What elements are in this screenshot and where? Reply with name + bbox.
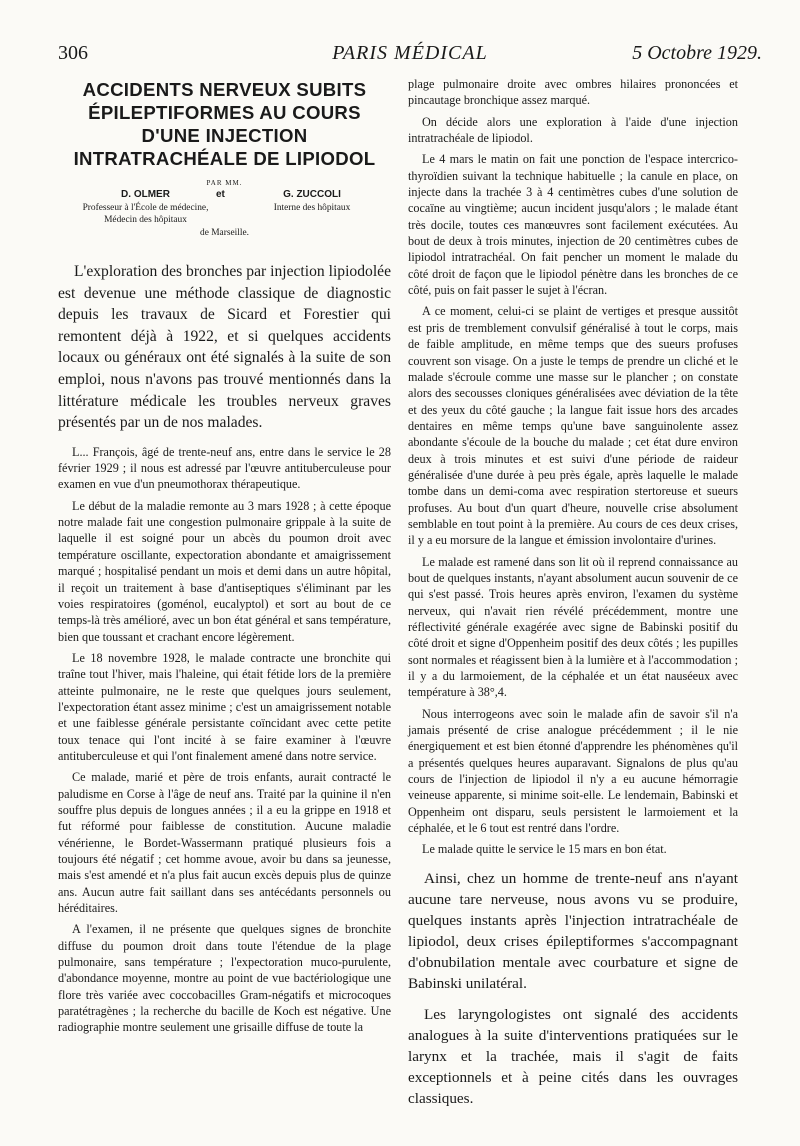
page-number: 306 (58, 42, 88, 64)
case-paragraph: Le 18 novembre 1928, le malade contracte une bronchite qui traîne tout l'hiver, mais l'haleine, qui était fétide lors de la première atteinte pulmonaire, ne le reste que quelques jours seulement, l'expectoration étant assez minime ; c'est un amaigrissement notable et une faiblesse générale persistante coïncidant avec cette petite toux tenace qui l'ont incité à se faire examiner à l'œuvre antituberculeuse et qui l'ont finalement amené dans notre service. (58, 650, 391, 763)
authors-city: de Marseille. (200, 228, 249, 238)
case-paragraph: L... François, âgé de trente-neuf ans, entre dans le service le 28 février 1929 ; il nous est adressé par l'œuvre antituberculeuse pour examen en vue d'un pneumothorax thérapeutique. (58, 444, 391, 492)
case-paragraph: On décide alors une exploration à l'aide d'une injection intratrachéale de lipiodol. (408, 114, 738, 146)
author-olmer (58, 189, 233, 227)
author-name: G. ZUCCOLI (283, 189, 341, 200)
case-paragraph: Ce malade, marié et père de trois enfants, aurait contracté le paludisme en Corse à l'âge de neuf ans. Traité par la quinine il n'en souffre plus depuis de longues années ; il a eu la grippe en 1918 et fut réformé pour faiblesse de constitution. Aucune maladie vénérienne, le Bordet-Wassermann pratiqué plusieurs fois a toujours été négatif ; cet homme avoue, avoir bu dans sa jeunesse, mais s'est amendé et n'a plus fait aucun excès depuis plus de quinze ans. Aucun autre fait saillant dans ses antécédants personnels ou héréditaires. (58, 770, 391, 916)
intro-paragraph: L'exploration des bronches par injection lipiodolée est devenue une méthode classique de diagnostic depuis les travaux de Sicard et Forestier qui remontent déjà à 1922, et si quelques accidents locaux ou généraux ont été signalés à la suite de son emploi, nous n'avons pas trouvé mentionnés dans la littérature médicale les troubles nerveux graves présentés par un de nos malades. (58, 263, 391, 432)
author-name: D. OLMER (121, 189, 170, 200)
authors-prefix: PAR MM. (206, 179, 243, 187)
journal-title: PARIS MÉDICAL (332, 42, 488, 64)
case-paragraph: plage pulmonaire droite avec ombres hilaires prononcées et pincautage bronchique assez marqué. (408, 77, 738, 108)
article-title: ACCIDENTS NERVEUX SUBITS ÉPILEPTIFORMES AU COURS D'UNE INJECTION INTRATRACHÉALE DE LIPIODOL (73, 79, 376, 169)
case-paragraph: Le début de la maladie remonte au 3 mars 1928 ; à cette époque notre malade fait une congestion pulmonaire grippale à la suite de laquelle il est soigné pour un abcès du poumon droit avec température oscillante, expectoration abondante et amaigrissement marqué ; hospitalisé pendant un mois et demi dans un autre hôpital, il reçoit un traitement à base d'antiseptiques s'éliminant par les voies respiratoires (goménol, eucalyptol) et sort au bout de ce temps-là très amélioré, avec un bon état général et sans température, bien que toussant et crachant encore légèrement. (58, 498, 391, 644)
author-zuccoli (233, 189, 391, 214)
author-affiliation: Interne des hôpitaux (273, 202, 351, 213)
left-column (58, 72, 391, 1041)
case-paragraph: Le malade est ramené dans son lit où il reprend connaissance au bout de quelques instants, n'ayant absolument aucun souvenir de ce qui s'est passé. Trois heures après environ, l'examen du système nerveux, qui n'avait rien révélé précédemment, montre une réflectivité générale exagérée avec signe de Babinski positif du côté droit et signe d'Oppenheim positif des deux côtés ; les pupilles sont normales et réagissent bien à la lumière et à l'accommodation ; il y a du larmoiement, de la céphalée et un état nauséeux avec température à 38°,4. (408, 554, 738, 700)
case-paragraph: Le 4 mars le matin on fait une ponction de l'espace intercrico-thyroïdien suivant la technique habituelle ; la canule en place, on injecte dans la trachée 3 à 4 centimètres cubes d'une solution de cocaïne au vingtième; aucun incident jusqu'alors ; le malade étant très docile, toutes ces manœuvres sont facilement exécutées. Au bout de deux à trois minutes, injection de 20 centimètres cubes de lipiodol intratrachéal. On fait pencher un moment le malade du côté droit de façon que le lipiodol pénètre dans les bronches de ce côté, puis on fait passer le sujet à l'écran. (408, 152, 738, 298)
author-affiliation: Professeur à l'École de médecine, (82, 202, 209, 213)
case-paragraph: A ce moment, celui-ci se plaint de vertiges et presque aussitôt est pris de tremblement convulsif généralisé à tout le corps, mais de faible amplitude, en même temps que des sueurs profuses couvrent son visage. On a juste le temps de prendre un cliché et le malade s'écroule comme une masse sur le plancher ; on constate alors des secousses cloniques généralisées avec déviation de la tête et des yeux du côté gauche ; la langue fait issue hors des arcades dentaires en même temps qu'une bave sanguinolente assez abondante s'écoule de la bouche du malade ; cet état dure environ deux à trois minutes et est suivi d'une période de raideur généralisée d'une durée à peu près égale, après laquelle le malade tombe dans un demi-coma avec respiration stertoreuse et sueurs profuses. Au bout d'un quart d'heure, nouvelle crise absolument semblable en tout point à la première. Au cours de ces deux crises, il y a eu morsure de la langue et émission involontaire d'urines. (408, 304, 738, 548)
issue-date: 5 Octobre 1929. (632, 42, 762, 64)
case-paragraph: A l'examen, il ne présente que quelques signes de bronchite diffuse du poumon droit dans toute l'étendue de la plage pulmonaire, sans température ; l'expectoration muco-purulente, d'abondance moyenne, montre au point de vue bactériologique une flore très variée avec coccobacilles Gram-négatifs et microcoques paratétragènes ; la recherche du bacille de Koch est négative. Une radiographie montre seulement une grisaille diffuse de toute la (58, 922, 391, 1035)
case-paragraph: Le malade quitte le service le 15 mars en bon état. (422, 842, 667, 857)
right-column (408, 76, 738, 1111)
authors-conjunction: et (216, 189, 225, 200)
author-affiliation: Médecin des hôpitaux (104, 215, 187, 225)
conclusion-paragraph: Les laryngologistes ont signalé des accidents analogues à la suite d'interventions pratiquées sur le larynx et la trachée, mais il s'agit de faits exceptionnels et à peine cités dans les ouvrages classiques. (408, 1005, 738, 1107)
authors-block (58, 189, 391, 253)
conclusion-paragraph: Ainsi, chez un homme de trente-neuf ans n'ayant aucune tare nerveuse, nous avons vu se produire, quelques instants après l'injection intratrachéale de lipiodol, deux crises épileptiformes s'accompagnant d'obnubilation mentale avec courbature et signe de Babinski unilatéral. (408, 869, 738, 992)
case-paragraph: Nous interrogeons avec soin le malade afin de savoir s'il n'a jamais présenté de crise analogue précédemment ; il le nie énergiquement et est bien étonné d'apprendre les phénomènes qu'il a présentés quelques heures auparavant. Signalons de plus qu'au cours de l'injection de lipiodol il n'y a eu aucune hémorragie veineuse apparente, si minime soit-elle. Le lendemain, Babinski et Oppenheim ont disparu, seuls persistent le larmoiement et la céphalée, et le 6 tout est rentré dans l'ordre. (408, 706, 738, 836)
